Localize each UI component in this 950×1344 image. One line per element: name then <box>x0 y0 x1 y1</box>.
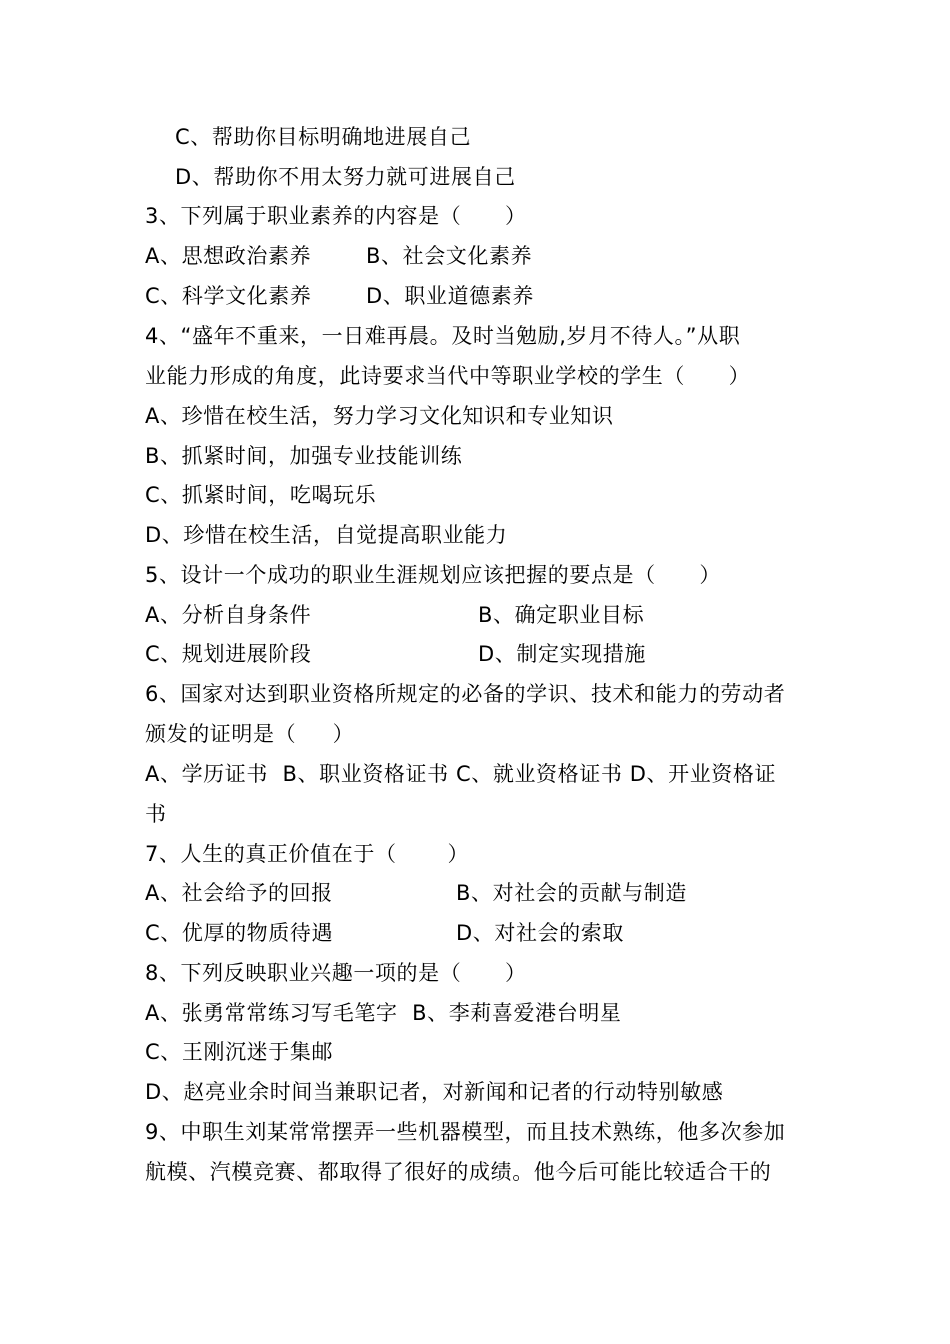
q7-option-c: C、优厚的物质待遇 <box>145 921 334 945</box>
q7-stem: 7、人生的真正价值在于（ ） <box>145 842 470 866</box>
q8-options-ab: A、张勇常常练习写毛笔字 B、李莉喜爱港台明星 <box>145 1001 622 1025</box>
q6-options: A、学历证书 B、职业资格证书 C、就业资格证书 D、开业资格证 <box>145 762 777 786</box>
q9-stem-line-2: 航模、汽模竞赛、都取得了很好的成绩。他今后可能比较适合干的 <box>145 1160 772 1184</box>
q7-option-d: D、对社会的索取 <box>456 921 624 945</box>
q6-stem-line-2: 颁发的证明是（ ） <box>145 722 355 746</box>
q4-stem-line-2: 业能力形成的角度，此诗要求当代中等职业学校的学生（ ） <box>145 364 751 388</box>
q4-option-a: A、珍惜在校生活，努力学习文化知识和专业知识 <box>145 404 614 428</box>
q5-option-d: D、制定实现措施 <box>478 642 646 666</box>
q6-stem-line-1: 6、国家对达到职业资格所规定的必备的学识、技术和能力的劳动者 <box>145 682 786 706</box>
q3-option-d: D、职业道德素养 <box>366 284 534 308</box>
q5-option-c: C、规划进展阶段 <box>145 642 312 666</box>
q2-option-d: D、帮助你不用太努力就可进展自己 <box>175 165 516 189</box>
q7-option-a: A、社会给予的回报 <box>145 881 333 905</box>
q3-option-c: C、科学文化素养 <box>145 284 312 308</box>
q8-option-c: C、王刚沉迷于集邮 <box>145 1040 334 1064</box>
q4-stem-line-1: 4、“盛年不重来，一日难再晨。及时当勉励,岁月不待人。”从职 <box>145 324 741 348</box>
q4-option-b: B、抓紧时间，加强专业技能训练 <box>145 444 463 468</box>
q9-stem-line-1: 9、中职生刘某常常摆弄一些机器模型，而且技术熟练，他多次参加 <box>145 1120 786 1144</box>
q5-option-b: B、确定职业目标 <box>478 603 645 627</box>
q8-option-d: D、赵亮业余时间当兼职记者，对新闻和记者的行动特别敏感 <box>145 1080 724 1104</box>
q7-option-b: B、对社会的贡献与制造 <box>456 881 688 905</box>
q8-stem: 8、下列反映职业兴趣一项的是（ ） <box>145 961 527 985</box>
q4-option-c: C、抓紧时间，吃喝玩乐 <box>145 483 377 507</box>
q5-option-a: A、分析自身条件 <box>145 603 312 627</box>
q4-option-d: D、珍惜在校生活，自觉提高职业能力 <box>145 523 508 547</box>
q2-option-c: C、帮助你目标明确地进展自己 <box>175 125 472 149</box>
q3-option-a: A、思想政治素养 <box>145 244 312 268</box>
q3-option-b: B、社会文化素养 <box>366 244 533 268</box>
q6-options-wrap: 书 <box>145 802 167 826</box>
q5-stem: 5、设计一个成功的职业生涯规划应该把握的要点是（ ） <box>145 563 722 587</box>
q3-stem: 3、下列属于职业素养的内容是（ ） <box>145 204 527 228</box>
